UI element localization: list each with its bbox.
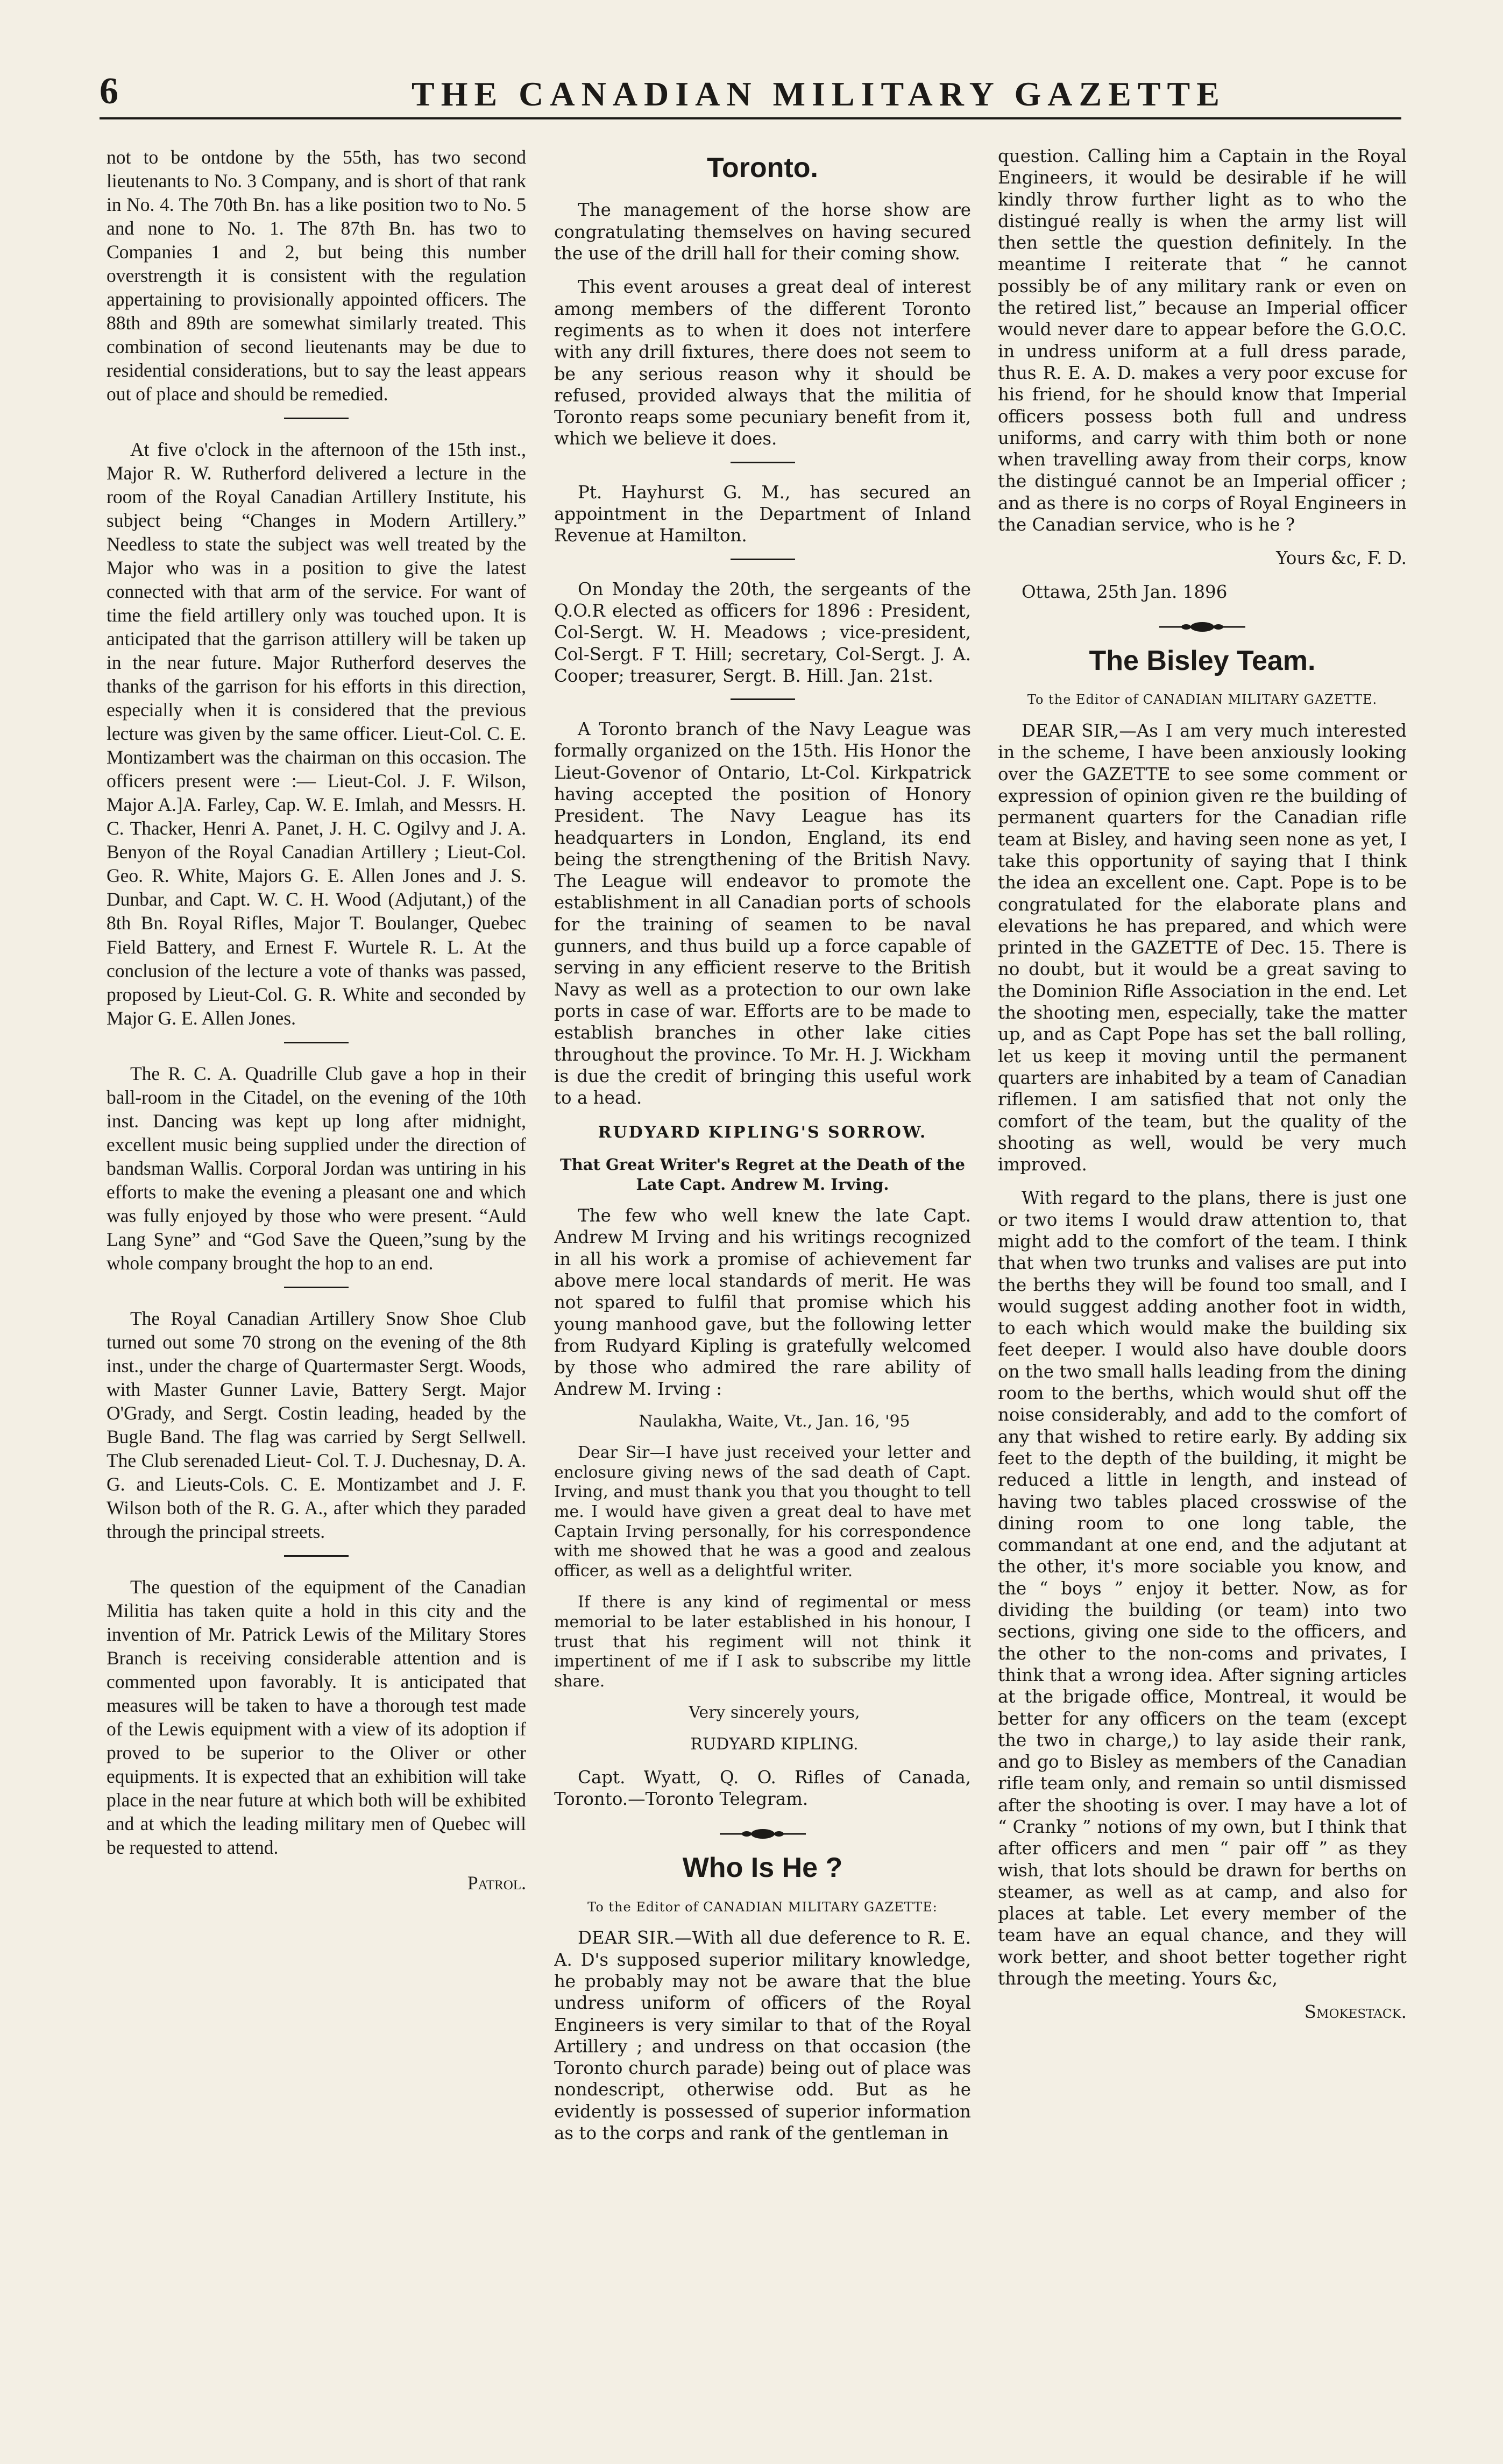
section-heading: Who Is He ? — [682, 1852, 843, 1884]
col2-paragraph: DEAR SIR.—With all due deference to R. E. A. D's supposed superior military knowledge, he probably may not be aware that the blue undress uniform of officers of the Royal Engineers is very similar to that of the Royal Artillery ; and undress on that occasion (the Toronto church parade) being out of place was nondescript, otherwise odd. But as he evidently is possessed of superior information as to the corps and rank of the gentleman in — [554, 1928, 971, 2144]
article-heading: RUDYARD KIPLING'S SORROW. — [598, 1123, 927, 1142]
separator-rule — [731, 462, 795, 463]
page-number: 6 — [100, 70, 118, 112]
col1-paragraph: At five o'clock in the afternoon of the 15th inst., Major R. W. Rutherford delivered a lecture in the room of the Royal Canadian Artillery Institute, his subject being “Changes in Modern Artillery.” Needless to state the subject was well treated by the Major who was in a position to give the latest connected with that arm of the service. For want of time the field artillery only was touched upon. It is anticipated that the garrison attillery will be taken up in the near future. Major Rutherford deserves the thanks of the garrison for his efforts in this direction, especially when it is considered that the previous lecture was given by the same officer. Lieut-Col. C. E. Montizambert was the chairman on this occasion. The officers present were :— Lieut-Col. J. F. Wilson, Major A.]A. Farley, Cap. W. E. Imlah, and Messrs. H. C. Thacker, Henri A. Panet, J. H. C. Ogilvy and J. A. Benyon of the Royal Canadian Artillery ; Lieut-Col. Geo. R. White, Majors G. E. Allen Jones and J. S. Dunbar, and Capt. W. C. H. Wood (Adjutant,) of the 8th Bn. Royal Rifles, Major T. Boulanger, Quebec Field Battery, and Ernest F. Wurtele R. L. At the conclusion of the lecture a vote of thanks was passed, proposed by Lieut-Col. G. R. White and seconded by Major G. E. Allen Jones. — [107, 439, 526, 1029]
column-2 — [554, 145, 971, 2405]
col1-paragraph: The R. C. A. Quadrille Club gave a hop in their ball-room in the Citadel, on the evening of the 10th inst. Dancing was kept up long after midnight, excellent music being supplied under the direction of bandsman Wallis. Corporal Jordan was untiring in his efforts to make the evening a pleasant one and which was fully enjoyed by those who were present. “Auld Lang Syne” and “God Save the Queen,”sung by the whole company brought the hop to an end. — [107, 1062, 526, 1274]
separator-rule — [284, 418, 349, 419]
col2-paragraph: This event arouses a great deal of interest among members of the different Toronto regiments as to when it does not interfere with any drill fixtures, there does not seem to be any serious reason why it should be refused, provided always that the militia of Toronto reaps some pecuniary benefit from it, which we believe it does. — [554, 277, 971, 449]
col3-paragraph: question. Calling him a Captain in the Royal Engineers, it would be desirable if he will kindly throw further light as to who the distingué really is when the army list will then settle the question definitely. In the meantime I reiterate that “ he cannot possibly be of any military rank or even on the retired list,” because an Imperial officer would never dare to appear before the G.O.C. in undress uniform at a full dress parade, thus R. E. A. D. makes a very poor excuse for his friend, for he should know that Imperial officers possess both full and undress uniforms, and carry with thim both or none when travelling away from their corps, know the distingué cannot be an Imperial officer ; and as there is no corps of Royal Engineers in the Canadian service, who is he ? — [998, 146, 1407, 535]
editor-address: To the Editor of CANADIAN MILITARY GAZETTE: — [587, 1899, 938, 1915]
col3-paragraph: With regard to the plans, there is just one or two items I would draw attention to, that might add to the comfort of the team. I think that when two trunks and valises are put into the berths they will be found too small, and I would suggest adding another foot in width, to each which would make the building six feet deeper. I would also have double doors on the two small halls leading from the dining room to the berths, which would shut off the noise considerably, and add to the comfort of any that wished to retire early. By adding six feet to the depth of the building, it might be reduced a little in length, and instead of having two tables placed crosswise of the dining room to one long table, the commandant at one end, and the adjutant at the other, it's more sociable you know, and the “ boys ” enjoy it better. Now, as for dividing the building (or team) into two sections, giving one side to the officers, and the other to the non-coms and privates, I think that a wrong idea. After signing articles at the brigade office, Montreal, it would be better for any officers on the team (except the two in charge,) to lay aside their rank, and go to Bisley as members of the Canadian rifle team only, and remain so until dismissed after the shooting is over. I may have a lot of “ Cranky ” notions of my own, but I think that after officers and men “ pair off ” as they wish, that lots should be drawn for berths on steamer, as well as at camp, and also for places at table. Let every member of the team have an equal chance, and they will work better, and shoot better together right through the meeting. Yours &c, — [998, 1188, 1407, 1989]
masthead — [100, 65, 1396, 118]
col2-paragraph: Capt. Wyatt, Q. O. Rifles of Canada, Toronto.—Toronto Telegram. — [554, 1767, 971, 1809]
section-heading: The Bisley Team. — [1089, 645, 1316, 676]
col3-paragraph: DEAR SIR,—As I am very much interested in the scheme, I have been anxiously looking over the GAZETTE to see some comment or expression of opinion given re the building of permanent quarters for the Canadian rifle team at Bisley, and having seen none as yet, I take this opportunity of saying that I think the idea an excellent one. Capt. Pope is to be congratulated for the elaborate plans and elevations he has prepared, and which were printed in the GAZETTE of Dec. 15. There is no doubt, but it would be a great saving to the Dominion Rifle Association in the end. Let the shooting men, especially, take the matter up, and as Capt Pope has set the ball rolling, let us keep it moving until the permanent quarters are inhabited by a team of Canadian riflemen. I am satisfied that not only the comfort of the team, but the quality of the shooting as well, would be very much improved. — [998, 721, 1407, 1175]
col2-paragraph: A Toronto branch of the Navy League was formally organized on the 15th. His Honor the Lieut-Govenor of Ontario, Lt-Col. Kirkpatrick having accepted the position of Honory President. The Navy League has its headquarters in London, England, its end being the strengthening of the British Navy. The League will endeavor to promote the establishment in all Canadian ports of schools for the training of seamen to be naval gunners, and thus build up a force capable of serving in any efficient reserve to the British Navy as well as a protection to our own lake ports in case of war. Efforts are to be made to establish branches in other lake cities throughout the province. To Mr. H. J. Wickham is due the credit of bringing this useful work to a head. — [554, 719, 971, 1109]
col2-paragraph: The few who well knew the late Capt. Andrew M Irving and his writings recognized in all his work a promise of achievement far above mere local standards of merit. He was not spared to fulfil that promise which his young manhood gave, but the following letter from Rudyard Kipling is gratefully welcomed by those who admired the rare ability of Andrew M. Irving : — [554, 1205, 971, 1400]
letter-paragraph: Dear Sir—I have just received your letter and enclosure giving news of the sad death of Capt. Irving, and must thank you that you thought to tell me. I would have given a great deal to have met Captain Irving personally, for his correspondence with me showed that he was a good and zealous officer, as well as a delightful writer. — [554, 1443, 971, 1580]
letter-closing: Very sincerely yours, — [689, 1703, 860, 1722]
masthead-rule — [100, 117, 1401, 119]
article-subheading: That Great Writer's Regret at the Death of the Late Capt. Andrew M. Irving. — [560, 1155, 965, 1194]
letter-signature: RUDYARD KIPLING. — [690, 1735, 859, 1754]
col2-paragraph: Pt. Hayhurst G. M., has secured an appointment in the Department of Inland Revenue at Hamilton. — [554, 482, 971, 546]
letter-paragraph: If there is any kind of regimental or mess memorial to be later established in his honour, I trust that his regiment will not think it impertinent of me if I ask to subscribe my little share. — [554, 1593, 971, 1691]
separator-rule — [284, 1287, 349, 1288]
paper-title: THE CANADIAN MILITARY GAZETTE — [412, 75, 1226, 113]
letter-dateline: Naulakha, Waite, Vt., Jan. 16, '95 — [639, 1411, 910, 1431]
letter-date: Ottawa, 25th Jan. 1896 — [1022, 581, 1228, 602]
col1-paragraph: The Royal Canadian Artillery Snow Shoe Club turned out some 70 strong on the evening of the 8th inst., under the charge of Quartermaster Sergt. Woods, with Master Gunner Lavie, Battery Sergt. Major O'Grady, and Sergt. Costin leading, headed by the Bugle Band. The flag was carried by Sergt Sellwell. The Club serenaded Lieut- Col. T. J. Duchesnay, D. A. G. and Lieuts-Cols. C. E. Montizambet and J. F. Wilson both of the R. G. A., after which they paraded through the principal streets. — [107, 1307, 526, 1542]
separator-rule — [731, 559, 795, 560]
col1-paragraph: not to be ontdone by the 55th, has two second lieutenants to No. 3 Company, and is short of that rank in No. 4. The 70th Bn. has a like position two to No. 5 and none to No. 1. The 87th Bn. has two to Companies 1 and 2, but being this number overstrength it is consistent with the regulation appertaining to provisionally appointed officers. The 88th and 89th are somewhat similarly treated. This combination of second lieutenants may be due to residential considerations, but to say the least appears out of place and should be remedied. — [107, 146, 526, 405]
ornament-divider — [720, 1828, 806, 1840]
separator-rule — [284, 1555, 349, 1557]
separator-rule — [284, 1042, 349, 1043]
column-1 — [107, 145, 526, 2405]
col2-paragraph: On Monday the 20th, the sergeants of the Q.O.R elected as officers for 1896 : President, Col-Sergt. W. H. Meadows ; vice-president, Col-Sergt. F T. Hill; secretary, Col-Sergt. J. A. Cooper; treasurer, Sergt. B. Hill. Jan. 21st. — [554, 578, 971, 686]
col1-paragraph: The question of the equipment of the Canadian Militia has taken quite a hold in this city and the invention of Mr. Patrick Lewis of the Military Stores Branch is receiving considerable attention and is commented upon favorably. It is anticipated that measures will be taken to have a thorough test made of the Lewis equipment with a view of its adoption if proved to be superior to the Oliver or other equipments. It is expected that an exhibition will take place in the near future at which both will be exhibited and at which the leading military men of Quebec will be requested to attend. — [107, 1576, 526, 1859]
ornament-divider — [1159, 621, 1245, 633]
col2-paragraph: The management of the horse show are congratulating themselves on having secured the use of the drill hall for their coming show. — [554, 200, 971, 264]
signature: Smokestack. — [1304, 2002, 1407, 2023]
separator-rule — [731, 698, 795, 700]
column-3 — [998, 145, 1407, 2405]
section-heading: Toronto. — [707, 152, 818, 183]
editor-address: To the Editor of CANADIAN MILITARY GAZETTE. — [1027, 692, 1378, 708]
letter-signature: Yours &c, F. D. — [1276, 548, 1407, 569]
signature: Patrol. — [467, 1872, 526, 1894]
